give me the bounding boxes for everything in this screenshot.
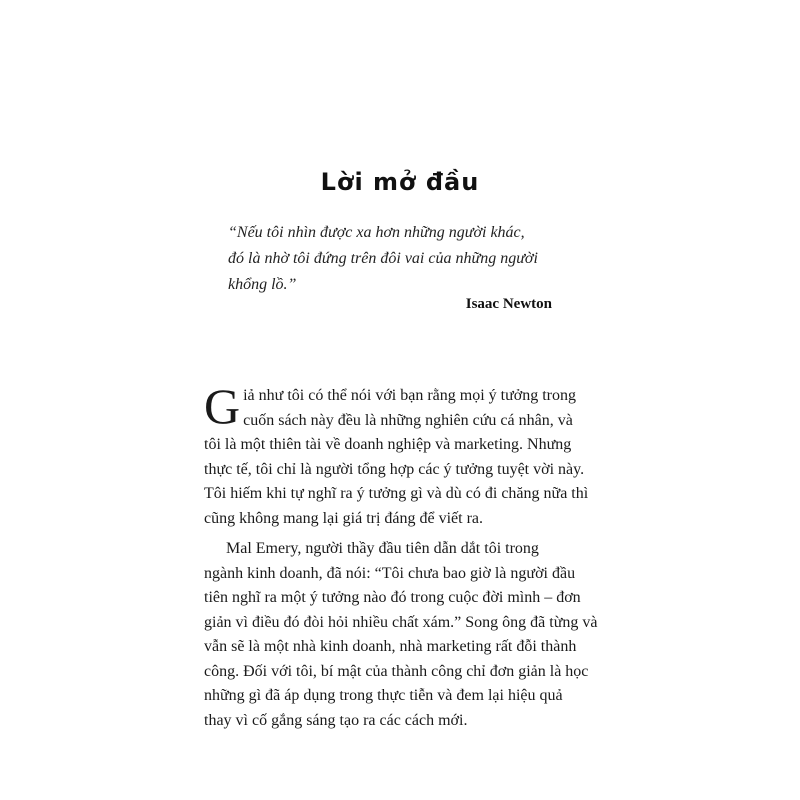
paragraph-line: tiên nghĩ ra một ý tưởng nào đó trong cuộc đời mình – đơn — [204, 589, 581, 606]
quote-line: “Nếu tôi nhìn được xa hơn những người khác, — [228, 224, 525, 241]
quote-author: Isaac Newton — [465, 296, 552, 312]
epigraph-quote — [228, 220, 568, 298]
paragraph-line: những gì đã áp dụng trong thực tiễn và đem lại hiệu quả — [204, 687, 563, 704]
paragraph-line: iả như tôi có thể nói với bạn rằng mọi ý tưởng trong — [243, 387, 576, 404]
paragraph-line: tôi là một thiên tài về doanh nghiệp và marketing. Nhưng — [204, 436, 572, 453]
paragraph-line: vẫn sẽ là một nhà kinh doanh, nhà marketing rất đỗi thành — [204, 638, 577, 655]
body-text — [204, 378, 624, 733]
paragraph-line: giản vì điều đó đòi hỏi nhiều chất xám.” Song ông đã từng và — [204, 613, 598, 631]
paragraph-line: Tôi hiếm khi tự nghĩ ra ý tưởng gì và dù có đi chăng nữa thì — [204, 485, 589, 502]
paragraph-1 — [204, 378, 624, 531]
quote-line: đó là nhờ tôi đứng trên đôi vai của những người — [228, 250, 538, 267]
paragraph-line: thay vì cố gắng sáng tạo ra các cách mới. — [204, 711, 468, 729]
page-heading: Lời mở đầu — [320, 168, 480, 196]
paragraph-line: cũng không mang lại giá trị đáng để viết ra. — [204, 509, 484, 527]
quote-line: khổng lồ.” — [228, 276, 297, 293]
paragraph-2 — [204, 537, 624, 733]
paragraph-line: ngành kinh doanh, đã nói: “Tôi chưa bao giờ là người đầu — [204, 564, 576, 582]
drop-cap: G — [204, 378, 241, 434]
paragraph-line: thực tế, tôi chỉ là người tổng hợp các ý tưởng tuyệt vời này. — [204, 460, 585, 478]
paragraph-line: Mal Emery, người thầy đầu tiên dẫn dắt tôi trong — [226, 540, 539, 557]
paragraph-line: công. Đối với tôi, bí mật của thành công chỉ đơn giản là học — [204, 662, 589, 680]
paragraph-line: cuốn sách này đều là những nghiên cứu cá nhân, và — [243, 411, 573, 429]
